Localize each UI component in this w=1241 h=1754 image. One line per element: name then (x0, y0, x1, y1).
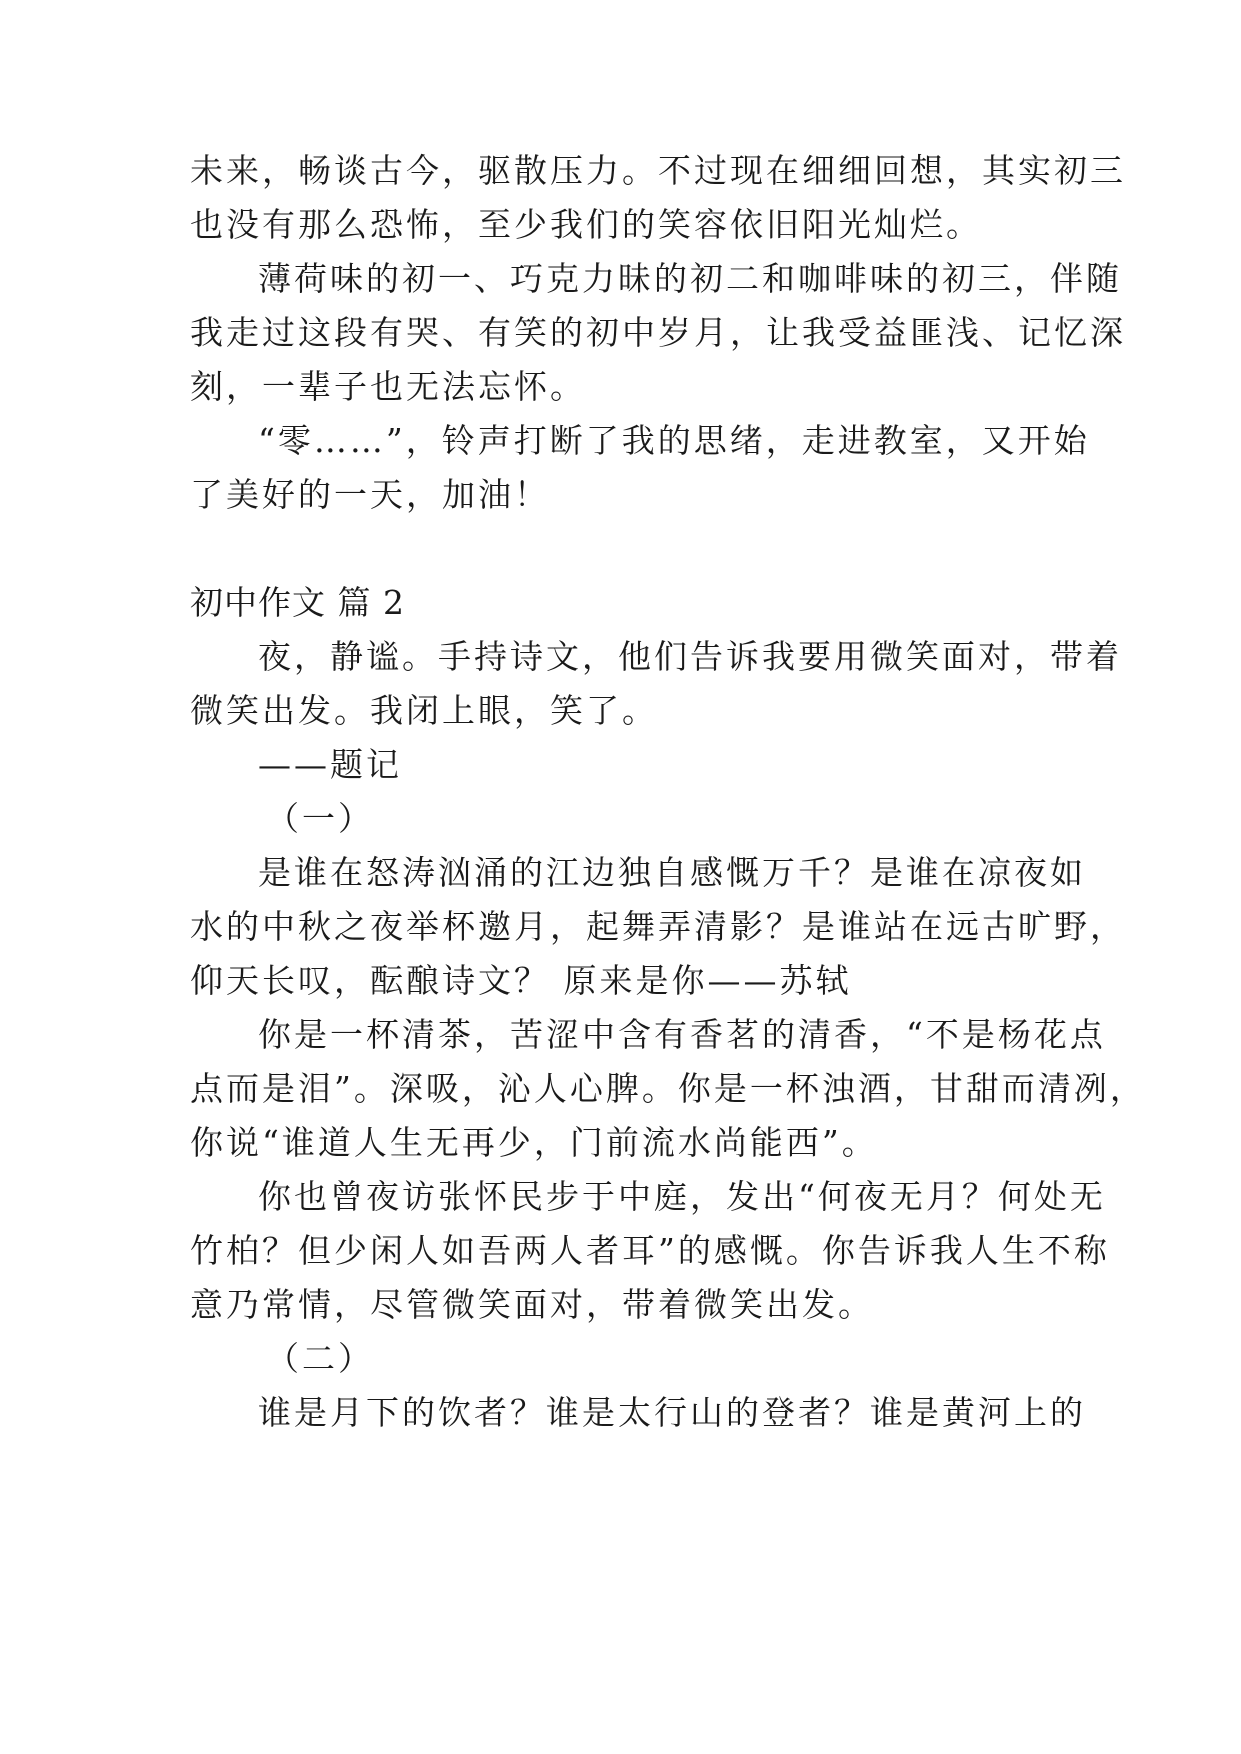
paragraph-line: 是谁在怒涛汹涌的江边独自感慨万千？是谁在凉夜如 (258, 853, 1086, 892)
part-marker: （一） (266, 799, 374, 838)
part-marker: （二） (266, 1339, 374, 1378)
paragraph-line: 你是一杯清茶，苦涩中含有香茗的清香，“不是杨花点 (258, 1015, 1106, 1054)
paragraph-line: 未来，畅谈古今，驱散压力。不过现在细细回想，其实初三 (190, 151, 1126, 190)
paragraph-line: 竹柏？但少闲人如吾两人者耳”的感慨。你告诉我人生不称 (190, 1231, 1110, 1270)
paragraph-line: 仰天长叹，酝酿诗文？ 原来是你——苏轼 (190, 961, 852, 1000)
paragraph-line: 夜，静谧。手持诗文，他们告诉我要用微笑面对，带着 (258, 637, 1122, 676)
paragraph-line: 也没有那么恐怖，至少我们的笑容依旧阳光灿烂。 (190, 205, 982, 244)
paragraph-line: 你也曾夜访张怀民步于中庭，发出“何夜无月？何处无 (258, 1177, 1106, 1216)
paragraph-line: “零……”，铃声打断了我的思绪，走进教室，又开始 (258, 421, 1090, 460)
paragraph-line: 意乃常情，尽管微笑面对，带着微笑出发。 (190, 1285, 874, 1324)
paragraph-line: 谁是月下的饮者？谁是太行山的登者？谁是黄河上的 (258, 1393, 1086, 1432)
paragraph-line: 薄荷味的初一、巧克力昧的初二和咖啡味的初三，伴随 (258, 259, 1122, 298)
paragraph-line: 你说“谁道人生无再少，门前流水尚能西”。 (190, 1123, 878, 1162)
paragraph-line: 了美好的一天，加油！ (190, 475, 550, 514)
paragraph-line: 点而是泪”。深吸，沁人心脾。你是一杯浊酒，甘甜而清冽， (190, 1069, 1146, 1108)
paragraph-line: 我走过这段有哭、有笑的初中岁月，让我受益匪浅、记忆深 (190, 313, 1126, 352)
section-heading: 初中作文 篇 2 (190, 583, 405, 622)
inscription: ——题记 (258, 745, 402, 784)
paragraph-line: 刻，一辈子也无法忘怀。 (190, 367, 586, 406)
paragraph-line: 微笑出发。我闭上眼，笑了。 (190, 691, 658, 730)
paragraph-line: 水的中秋之夜举杯邀月，起舞弄清影？是谁站在远古旷野， (190, 907, 1126, 946)
